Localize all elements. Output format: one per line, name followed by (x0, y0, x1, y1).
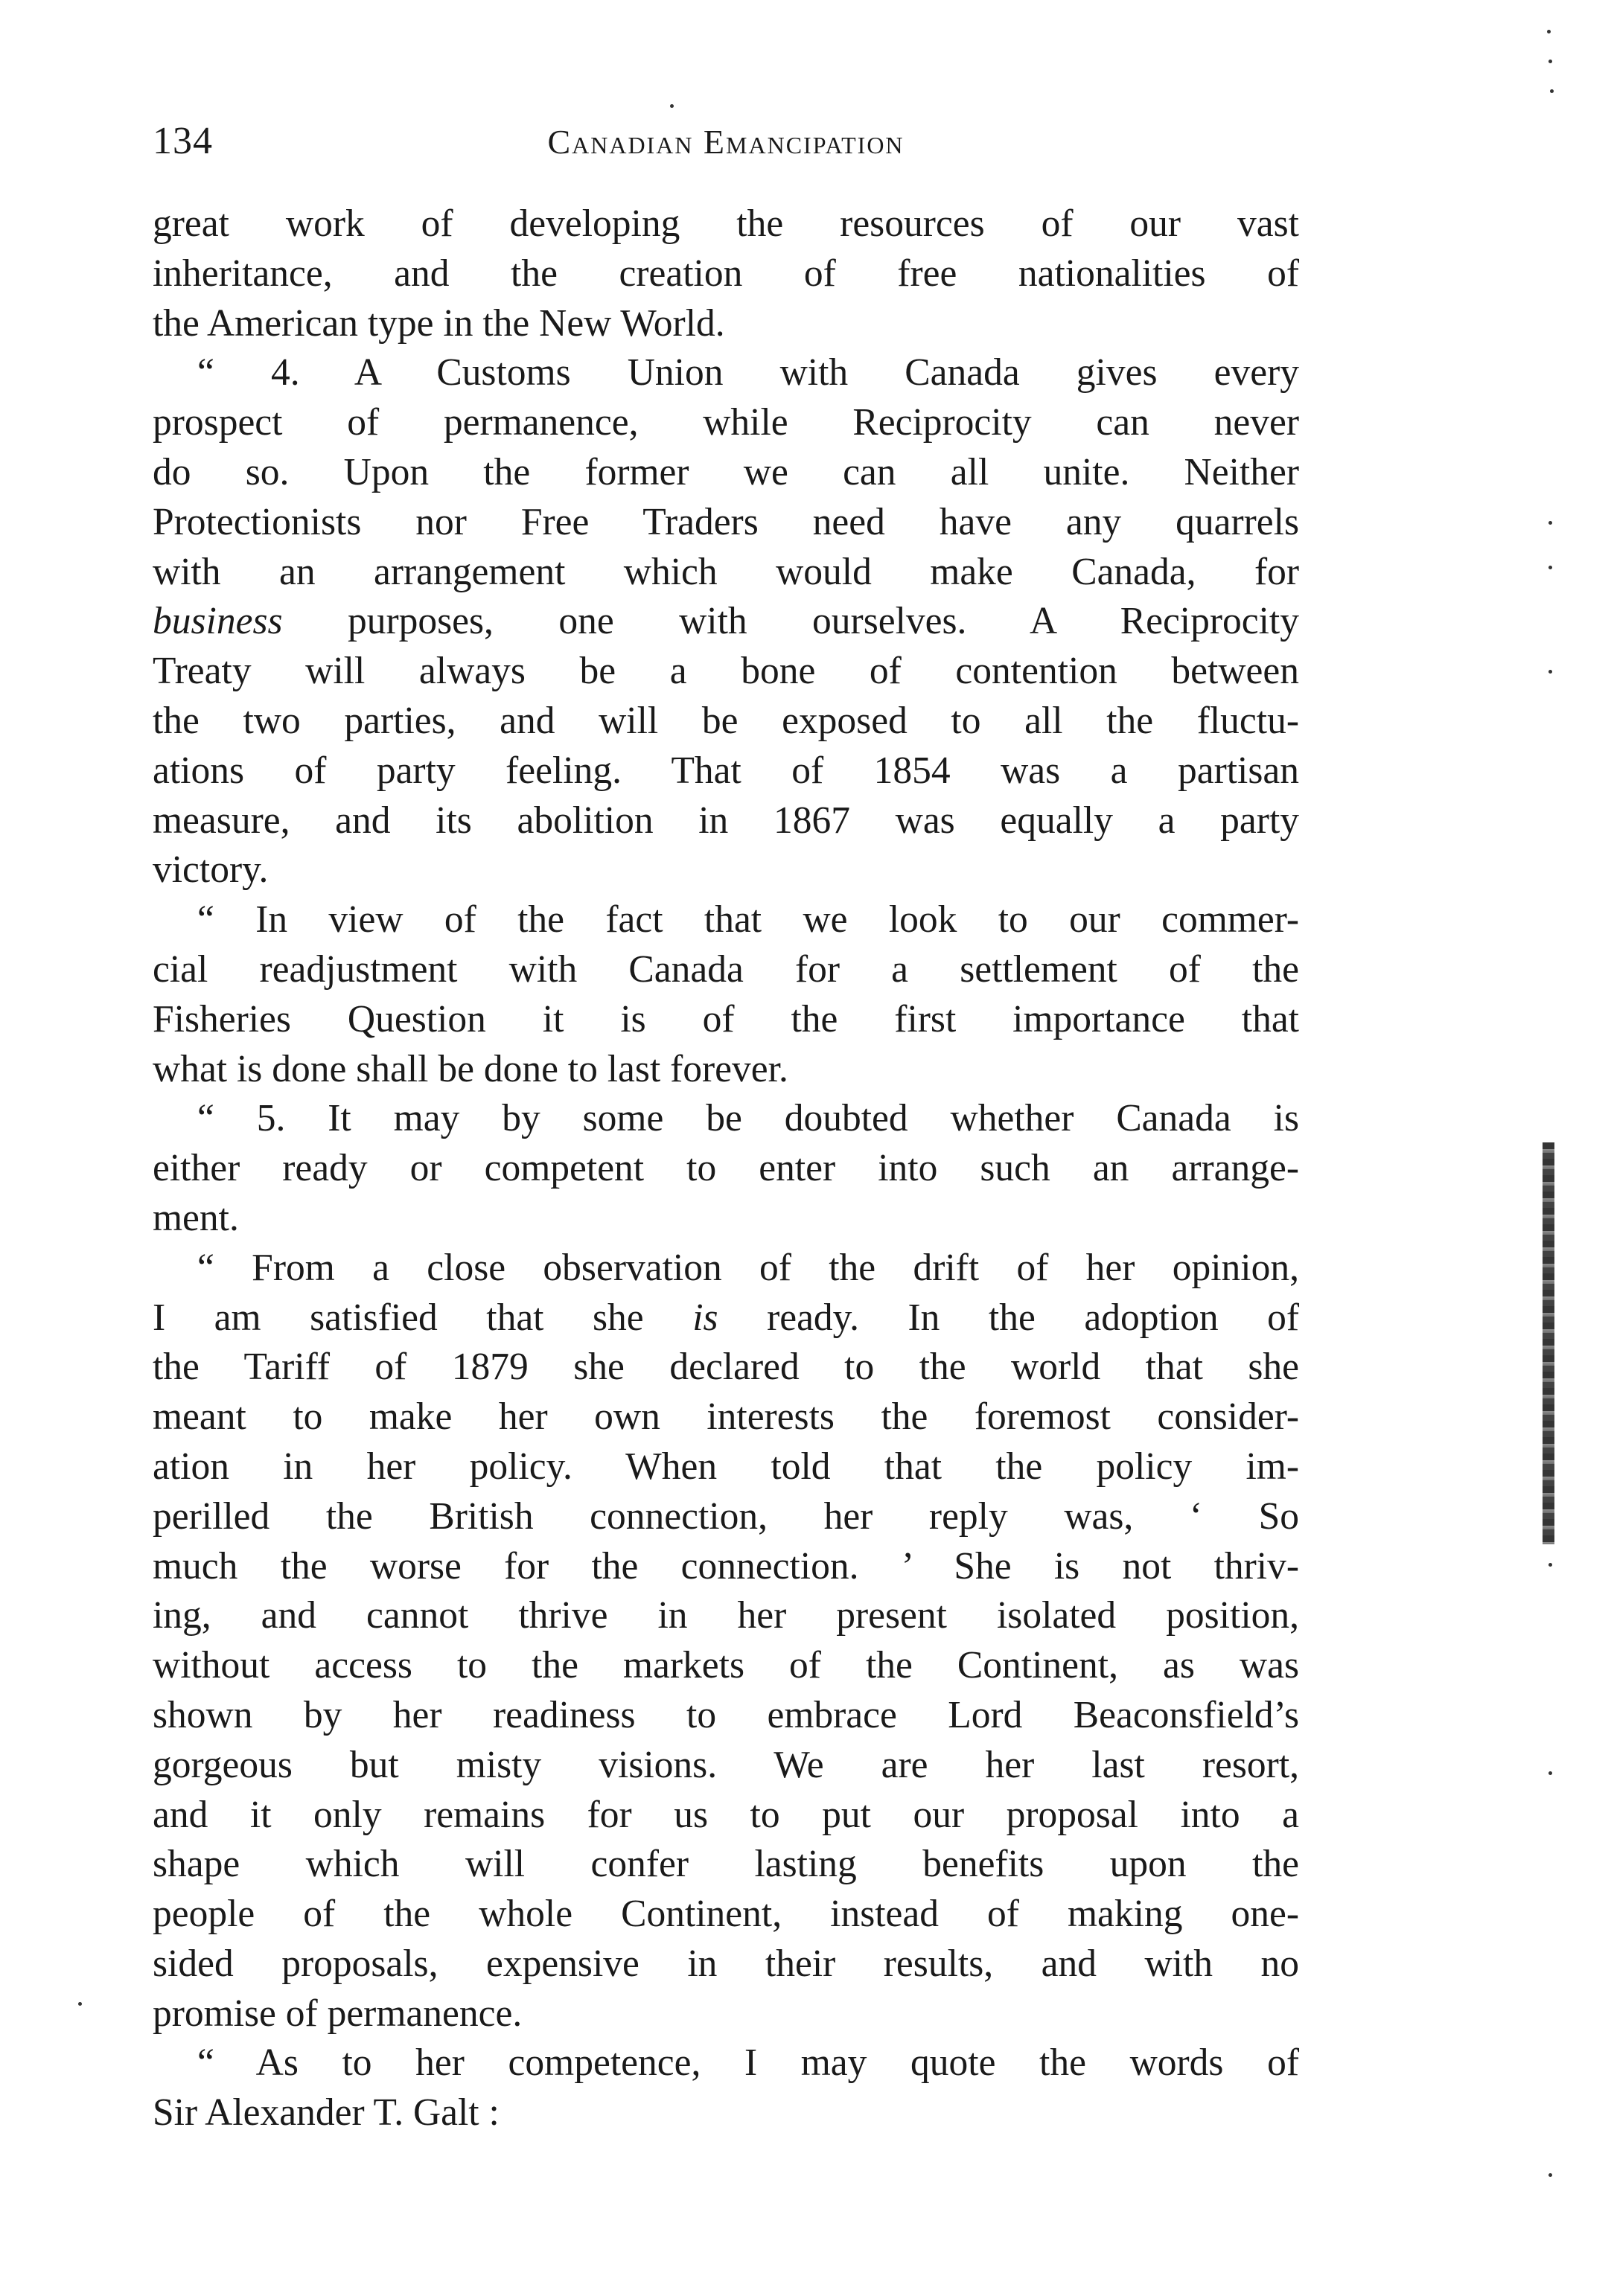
running-head: Canadian Emancipation (547, 123, 905, 161)
scan-speck (1548, 521, 1552, 525)
text-line: Treaty will always be a bone of contention between (153, 650, 1299, 693)
paragraph (153, 2038, 1299, 2138)
text-line: the two parties, and will be exposed to all the fluctu- (153, 699, 1299, 742)
text-line: shape which will confer lasting benefits upon the (153, 1843, 1299, 1886)
page-number: 134 (153, 120, 213, 162)
scan-speck (1548, 566, 1552, 569)
page-header (153, 119, 1299, 171)
text-line: measure, and its abolition in 1867 was equally a party (153, 799, 1299, 842)
text-line: ing, and cannot thrive in her present isolated position, (153, 1594, 1299, 1637)
text-line: inheritance, and the creation of free nationalities of (153, 252, 1299, 295)
text-line: Sir Alexander T. Galt : (153, 2091, 500, 2134)
scan-edge-artifact (1543, 1142, 1554, 1544)
text-line: ation in her policy. When told that the policy im- (153, 1445, 1299, 1488)
text-line: promise of permanence. (153, 1992, 523, 2035)
text-line: either ready or competent to enter into such an arrange- (153, 1147, 1299, 1190)
scan-speck (1550, 89, 1554, 93)
scan-speck (78, 2002, 82, 2006)
text-line: what is done shall be done to last forever. (153, 1047, 788, 1090)
scan-speck (1548, 2173, 1552, 2177)
text-line: gorgeous but misty visions. We are her last resort, (153, 1743, 1299, 1786)
text-line: “ From a close observation of the drift of her opinion, (197, 1246, 1299, 1289)
text-line: and it only remains for us to put our proposal into a (153, 1793, 1299, 1836)
scan-speck (1548, 1563, 1552, 1567)
text-line: victory. (153, 848, 269, 892)
paragraph (153, 1094, 1299, 1243)
text-line: “ As to her competence, I may quote the words of (197, 2041, 1299, 2085)
text-line: Fisheries Question it is of the first importance that (153, 997, 1299, 1040)
paragraph (153, 199, 1299, 348)
text-line: people of the whole Continent, instead of making one- (153, 1893, 1299, 1936)
text-line: sided proposals, expensive in their results, and with no (153, 1942, 1299, 1985)
text-line: prospect of permanence, while Reciprocity can never (153, 401, 1299, 444)
text-line: without access to the markets of the Continent, as was (153, 1644, 1299, 1687)
text-line: the American type in the New World. (153, 301, 725, 345)
paragraph (153, 1244, 1299, 2039)
paragraph (153, 348, 1299, 895)
text-line: business purposes, one with ourselves. A Reciprocity (153, 600, 1299, 643)
paragraph (153, 895, 1299, 1094)
text-line: ations of party feeling. That of 1854 was a partisan (153, 749, 1299, 792)
text-line: “ In view of the fact that we look to our commer- (197, 898, 1299, 941)
text-line: perilled the British connection, her reply was, ‘ So (153, 1494, 1299, 1538)
text-line: cial readjustment with Canada for a settlement of the (153, 947, 1299, 991)
text-line: “ 5. It may by some be doubted whether Canada is (197, 1097, 1299, 1140)
scan-speck (1548, 1771, 1552, 1775)
text-line: shown by her readiness to embrace Lord Beaconsfield’s (153, 1693, 1299, 1736)
text-line: ment. (153, 1196, 239, 1239)
text-line: the Tariff of 1879 she declared to the world that she (153, 1346, 1299, 1389)
text-line: meant to make her own interests the foremost consider- (153, 1395, 1299, 1439)
emphasis-word: business (153, 600, 283, 643)
text-line: much the worse for the connection. ’ She is not thriv- (153, 1544, 1299, 1587)
scan-speck (670, 104, 674, 108)
text-line: with an arrangement which would make Canada, for (153, 550, 1299, 593)
text-line: I am satisfied that she is ready. In the adoption of (153, 1296, 1299, 1339)
text-line: Protectionists nor Free Traders need have any quarrels (153, 500, 1299, 543)
text-line: great work of developing the resources of our vast (153, 202, 1299, 245)
scan-speck (1548, 670, 1552, 674)
emphasis-word: is (692, 1296, 718, 1339)
scan-speck (1547, 30, 1551, 33)
text-line: do so. Upon the former we can all unite. Neither (153, 450, 1299, 493)
body-text (153, 199, 1299, 2138)
scan-speck (1548, 60, 1552, 63)
text-line: “ 4. A Customs Union with Canada gives every (197, 351, 1299, 394)
